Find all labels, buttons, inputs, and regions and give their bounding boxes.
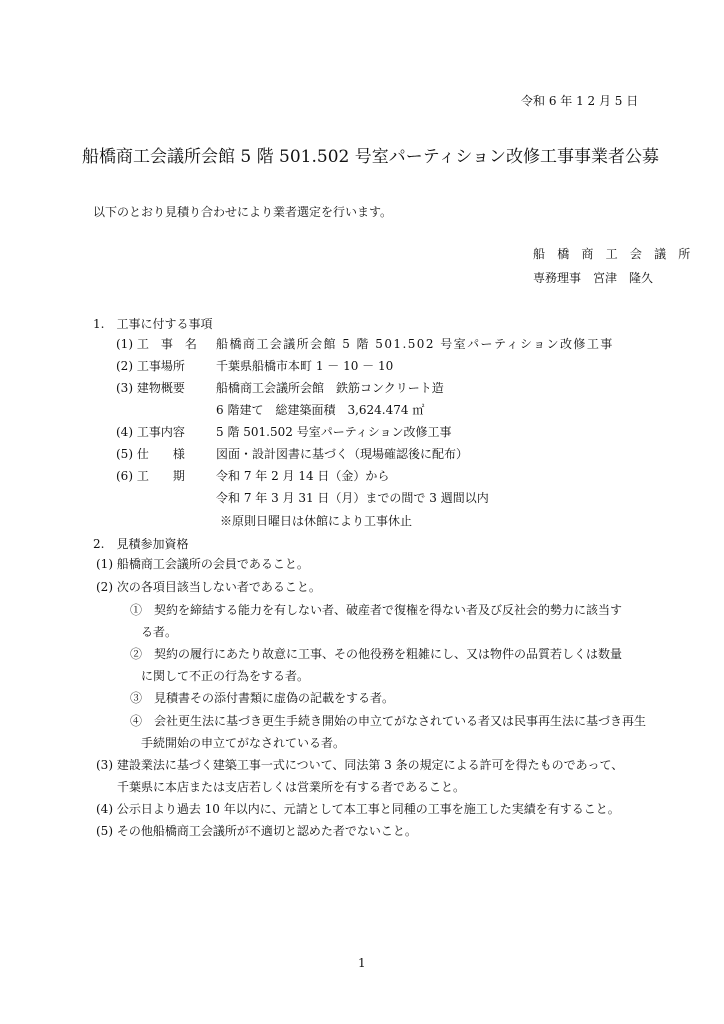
- item-label: (1) 工 事 名: [116, 337, 197, 351]
- qualification-subitem: ① 契約を締結する能力を有しない者、破産者で復権を得ない者及び反社会的勢力に該当す: [130, 603, 623, 617]
- item-value: 船橋商工会議所会館 鉄筋コンクリート造: [216, 381, 444, 395]
- item-value: 6 階建て 総建築面積 3,624.474 ㎡: [216, 403, 425, 417]
- item-label: (3) 建物概要: [116, 381, 185, 395]
- section2-heading: 2. 見積参加資格: [93, 537, 189, 551]
- qualification-subitem: ③ 見積書その添付書類に虚偽の記載をする者。: [130, 691, 395, 705]
- item-note: ※原則日曜日は休館により工事休止: [220, 514, 413, 528]
- item-label: (6) 工 期: [116, 469, 185, 483]
- qualification-subitem: ④ 会社更生法に基づき更生手続き開始の申立てがなされている者又は民事再生法に基づき再生: [130, 714, 647, 728]
- page-number: 1: [358, 956, 366, 970]
- qualification-line: (5) その他船橋商工会議所が不適切と認めた者でないこと。: [96, 824, 417, 838]
- item-label: (4) 工事内容: [116, 425, 185, 439]
- qualification-line: (3) 建設業法に基づく建築工事一式について、同法第 3 条の規定による許可を得たものであって、: [96, 758, 624, 772]
- qualification-subitem: ② 契約の履行にあたり故意に工事、その他役務を粗雑にし、又は物件の品質若しくは数量: [130, 647, 623, 661]
- issuer-org: 船 橋 商 工 会 議 所: [533, 247, 695, 261]
- qualification-subitem-cont: に関して不正の行為をする者。: [141, 669, 310, 683]
- item-label: (2) 工事場所: [116, 359, 185, 373]
- item-value: 船橋商工会議所会館 5 階 501.502 号室パーティション改修工事: [216, 337, 614, 351]
- item-value: 千葉県船橋市本町 1 － 10 － 10: [216, 359, 394, 373]
- item-value: 令和 7 年 2 月 14 日（金）から: [216, 469, 390, 483]
- item-value: 図面・設計図書に基づく（現場確認後に配布）: [216, 447, 469, 461]
- qualification-line: (4) 公示日より過去 10 年以内に、元請として本工事と同種の工事を施工した実績を有すること。: [96, 802, 620, 816]
- item-value: 令和 7 年 3 月 31 日（月）までの間で 3 週間以内: [216, 491, 489, 505]
- intro-text: 以下のとおり見積り合わせにより業者選定を行います。: [93, 205, 393, 219]
- item-label: (5) 仕 様: [116, 447, 185, 461]
- document-title: 船橋商工会議所会館 5 階 501.502 号室パーティション改修工事事業者公募: [82, 147, 660, 167]
- section1-heading: 1. 工事に付する事項: [93, 317, 213, 331]
- qualification-line-cont: 千葉県に本店または支店若しくは営業所を有する者であること。: [117, 780, 466, 794]
- issuer-person: 専務理事 宮津 隆久: [533, 271, 654, 285]
- qualification-subitem-cont: 手続開始の申立てがなされている者。: [141, 736, 346, 750]
- qualification-line: (1) 船橋商工会議所の会員であること。: [96, 557, 309, 571]
- document-date: 令和 6 年 1 2 月 5 日: [521, 94, 639, 108]
- qualification-subitem-cont: る者。: [141, 625, 178, 639]
- qualification-line: (2) 次の各項目該当しない者であること。: [96, 580, 321, 594]
- item-value: 5 階 501.502 号室パーティション改修工事: [216, 425, 452, 439]
